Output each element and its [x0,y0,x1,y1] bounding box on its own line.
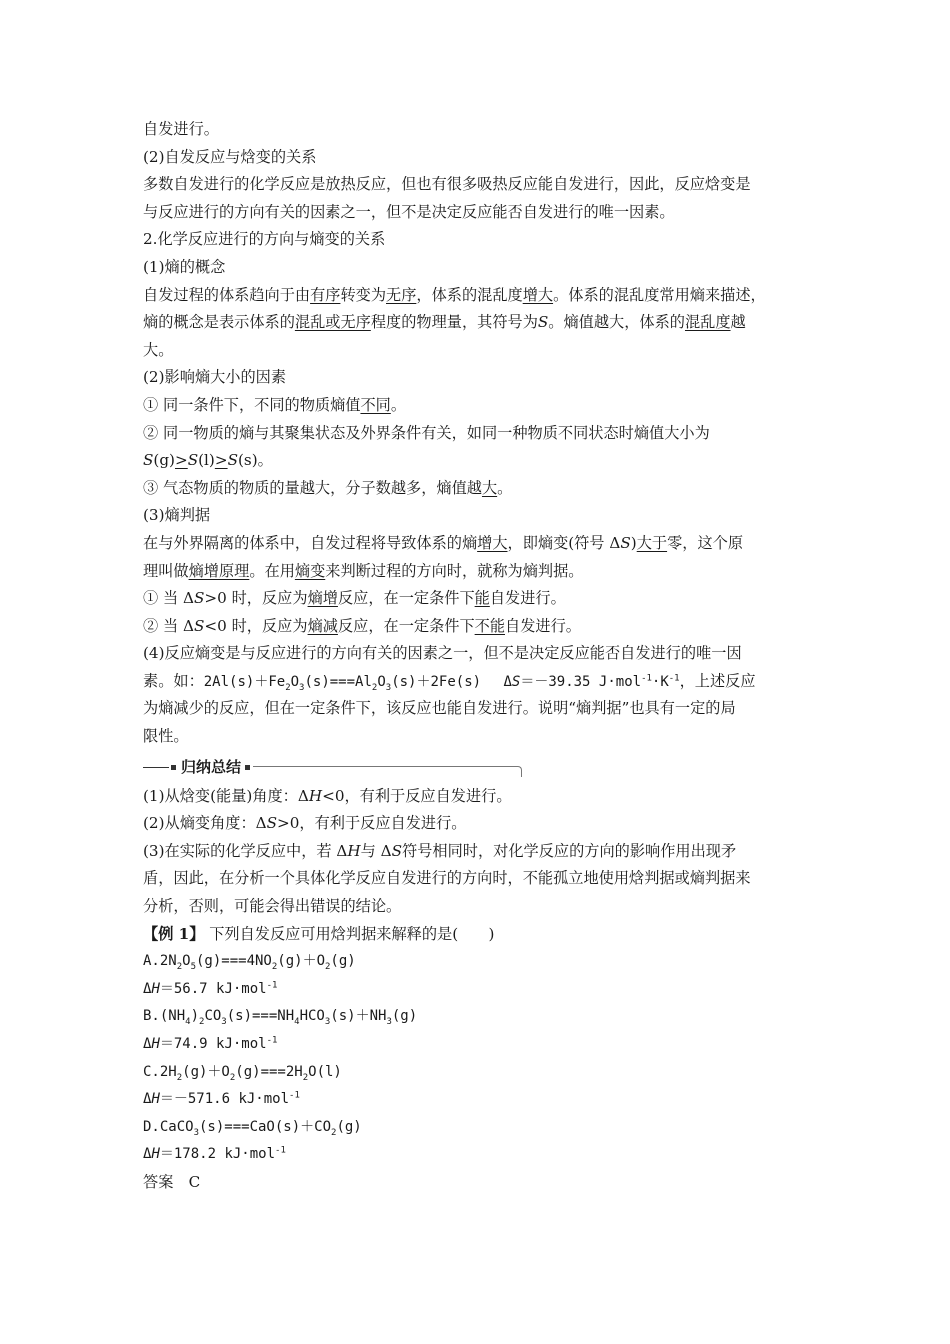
text-span: 自发进行。 [489,589,566,608]
fill-blank-answer: 大 [481,478,498,497]
text-span: 自发进行。 [505,616,581,635]
subscript: 3 [386,1017,392,1028]
text-span: O [290,673,300,690]
text-span: 符号相同时，对化学反应的方向的影响作用出现矛 [402,841,737,860]
summary-line [143,865,823,893]
text-line [143,171,823,199]
text-span: 零，这个原 [667,533,744,552]
text-span: Δ [143,1091,152,1108]
text-span: D.CaCO [143,1118,194,1135]
text-span: (4)反应熵变是与反应进行的方向有关的因素之一，但不是决定反应能否自发进行的唯一因 [143,644,742,663]
text-span: ① 当 Δ [143,589,194,608]
text-span: ) [190,1008,200,1025]
text-span: O(l) [308,1063,342,1080]
fill-blank-answer: 能 [474,589,490,608]
text-span: (2)从熵变角度：Δ [143,814,267,833]
text-span: >0 时，反应为 [204,589,308,608]
text-line [143,668,823,696]
text-span: 反应，在一定条件下 [337,616,475,635]
text-span: <0 时，反应为 [204,616,308,635]
text-span: (2)影响熵大小的因素 [143,368,287,387]
text-span: ① 同一条件下，不同的物质熵值 [143,395,361,414]
text-line [143,392,823,420]
subscript: 2 [271,962,278,973]
text-span: ，体系的混乱度 [416,285,523,304]
text-span: (s)===CaO(s)＋CO [199,1118,332,1135]
summary-header-lead-line [143,767,169,768]
superscript: -1 [266,1035,278,1046]
summary-header-corner [517,766,522,777]
text-span: ② 同一物质的熵与其聚集状态及外界条件有关，如同一种物质不同状态时熵值大小为 [143,423,710,442]
symbol: H [308,786,323,805]
symbol: S [227,451,238,470]
text-span: 下列自发反应可用焓判据来解释的是( ) [204,924,495,943]
text-span: Δ [143,1036,152,1052]
symbol: H [151,1146,160,1163]
fill-blank-answer: 大于 [636,533,668,552]
text-span: ＝178.2 kJ·mol [159,1146,276,1163]
text-span: (g) [391,1008,418,1025]
text-span: ＝－571.6 kJ·mol [159,1091,290,1108]
text-line [143,723,823,751]
text-span: 限性。 [143,727,189,746]
subscript: 2 [371,682,378,693]
text-span: ③ 气态物质的物质的量越大，分子数越多，熵值越 [143,478,482,497]
fill-blank-answer: 熵减 [307,616,338,635]
text-line [143,475,823,503]
text-span: 理叫做 [143,561,189,580]
text-span: (g)===2H [235,1063,303,1080]
text-span: Δ [143,1146,152,1163]
symbol: S [194,589,205,608]
fill-blank-answer: 混乱度 [684,313,731,332]
summary-line [143,810,823,838]
option-d-enthalpy [143,1141,823,1169]
section-heading [143,254,823,282]
summary-line [143,783,823,811]
option-d-equation [143,1114,823,1142]
symbol: S [266,814,278,833]
text-span: 程度的物理量，其符号为 [370,313,538,332]
text-span: 反应，在一定条件下 [337,589,475,608]
symbol: S [537,313,549,332]
text-span: CO [204,1008,222,1025]
section-heading [143,364,823,392]
subscript: 2 [302,1072,309,1083]
text-span: 。体系的混乱度常用熵来描述， [553,285,766,304]
text-span: (g)＋O [182,1063,230,1080]
example-question [143,921,823,949]
subscript: 3 [193,1127,199,1138]
text-line [143,640,823,668]
text-span: (s)===NH [226,1008,295,1025]
subscript: 2 [331,1127,337,1138]
section-heading [143,144,823,172]
text-span: (g) [330,953,356,970]
text-span: ＝－39.35 J·mol [520,673,642,690]
text-line [143,530,823,558]
fill-blank-answer: 不同 [360,395,391,414]
text-span: 2.化学反应进行的方向与熵变的关系 [143,230,386,249]
text-span: (3)熵判据 [143,506,211,525]
text-span: 分析，否则，可能会得出错误的结论。 [143,897,402,916]
text-line [143,613,823,641]
text-span: (l) [198,451,215,470]
fill-blank-answer: 熵增原理 [188,561,250,580]
text-span: (2)自发反应与焓变的关系 [143,147,317,166]
option-a-enthalpy [143,976,823,1004]
superscript: -1 [289,1090,300,1101]
subscript: 4 [294,1017,300,1028]
text-span: (s)＋2Fe(s) Δ [391,673,512,690]
text-line [143,199,823,227]
text-span: (3)在实际的化学反应中，若 Δ [143,841,348,860]
text-span: 自发过程的体系趋向于由 [143,285,311,304]
section-heading [143,502,823,530]
fill-blank-answer: 混乱或无序 [294,313,371,332]
summary-header [143,753,823,783]
text-span: (g) [336,1118,362,1135]
text-span: O [377,673,386,690]
text-line [143,309,823,337]
chemical-equation [203,673,680,693]
answer-text: 答案 C [143,1172,201,1191]
symbol: S [143,451,154,470]
text-span: >0，有利于反应自发进行。 [277,814,467,833]
symbol: S [194,616,205,635]
subscript: 4 [185,1017,191,1028]
subscript: 2 [199,1017,205,1028]
symbol: H [151,1036,160,1052]
text-span: 盾，因此，在分析一个具体化学反应自发进行的方向时，不能孤立地使用焓判据或熵判据来 [143,869,751,888]
summary-header-rule [253,766,517,767]
superscript: -1 [275,1145,286,1156]
symbol: S [511,673,521,690]
text-span: ) [630,533,637,552]
text-span: (g)===4NO [196,953,272,970]
subscript: 2 [176,1072,183,1083]
text-span: ＝56.7 kJ·mol [159,980,267,997]
text-span: A.2N [143,953,177,970]
text-span: 。 [390,395,407,414]
text-span: ，即熵变(符号 Δ [507,533,621,552]
text-span: 大。 [143,340,174,359]
text-span: 多数自发进行的化学反应是放热反应，但也有很多吸热反应能自发进行，因此，反应焓变是 [143,175,751,194]
example-tag: 【例 1】 [143,924,205,943]
superscript: -1 [641,673,652,684]
subscript: 3 [324,1017,331,1028]
symbol: S [391,841,403,860]
text-span: (s)＋NH [330,1008,387,1025]
text-span: (s)===Al [304,673,372,690]
fill-blank-answer: 增大 [522,285,554,304]
subscript: 3 [299,682,305,693]
fill-blank-answer: > [214,451,228,470]
symbol: S [187,451,199,470]
text-line [143,558,823,586]
symbol: H [347,841,361,860]
fill-blank-answer: 增大 [477,533,508,552]
text-span: ，上述反应 [679,671,756,690]
text-span: 来判断过程的方向时，就称为熵判据。 [325,561,584,580]
summary-header-marker [171,765,176,770]
summary-line [143,838,823,866]
text-span: 素。如： [143,671,204,690]
symbol: H [151,980,160,997]
text-line [143,116,823,144]
text-span: 。熵值越大，体系的 [548,313,685,332]
subscript: 2 [176,962,183,973]
option-c-equation [143,1059,823,1087]
superscript: -1 [266,980,278,991]
subscript: 2 [285,682,291,693]
text-line [143,447,823,475]
text-span: O [182,953,191,970]
section-heading [143,226,823,254]
subscript: 3 [385,682,392,693]
fill-blank-answer: 不能 [474,616,505,635]
text-line [143,282,823,310]
summary-header-marker [245,765,250,770]
option-a-equation [143,948,823,976]
text-span: 与反应进行的方向有关的因素之一，但不是决定反应能否自发进行的唯一因素。 [143,202,675,221]
text-span: ·K [651,673,669,690]
text-span: HCO [299,1008,325,1025]
fill-blank-answer: 无序 [386,285,417,304]
text-span: 。在用 [249,561,295,580]
option-b-equation [143,1003,823,1031]
text-span: (1)从焓变(能量)角度：Δ [143,786,309,805]
text-span: 自发进行。 [143,120,219,138]
summary-title: 归纳总结 [181,757,242,776]
text-span: 熵的概念是表示体系的 [143,313,295,332]
symbol: S [620,533,631,552]
summary-line [143,893,823,921]
text-line [143,420,823,448]
text-span: 转变为 [340,285,386,304]
text-span: 越 [730,313,746,332]
text-span: 与 Δ [360,841,392,860]
text-span: (1)熵的概念 [143,257,226,276]
subscript: 5 [190,962,196,973]
text-span: 。 [497,478,513,497]
symbol: H [151,1091,160,1108]
text-span: 为熵减少的反应，但在一定条件下，该反应也能自发进行。说明“熵判据”也具有一定的局 [143,699,736,718]
superscript: -1 [668,673,680,684]
fill-blank-answer: 有序 [310,285,341,304]
text-line [143,695,823,723]
answer-line [143,1169,823,1197]
text-span: B.(NH [143,1008,186,1025]
fill-blank-answer: > [174,451,188,470]
text-span: C.2H [143,1063,177,1080]
text-span: ② 当 Δ [143,616,194,635]
text-line [143,337,823,365]
document-page [143,116,823,1197]
subscript: 2 [229,1072,236,1083]
text-span: (s)。 [237,451,273,470]
option-b-enthalpy [143,1031,823,1059]
text-span: (g) [153,451,175,470]
subscript: 3 [221,1017,227,1028]
text-span: 在与外界隔离的体系中，自发过程将导致体系的熵 [143,533,478,552]
fill-blank-answer: 熵增 [307,589,338,608]
text-span: Δ [143,980,152,997]
text-span: (g)＋O [277,953,325,970]
text-span: ＝74.9 kJ·mol [159,1036,267,1052]
option-c-enthalpy [143,1086,823,1114]
subscript: 2 [325,962,331,973]
text-span: <0，有利于反应自发进行。 [322,786,512,805]
text-line [143,585,823,613]
fill-blank-answer: 熵变 [294,561,326,580]
text-span: 2Al(s)＋Fe [203,673,286,690]
